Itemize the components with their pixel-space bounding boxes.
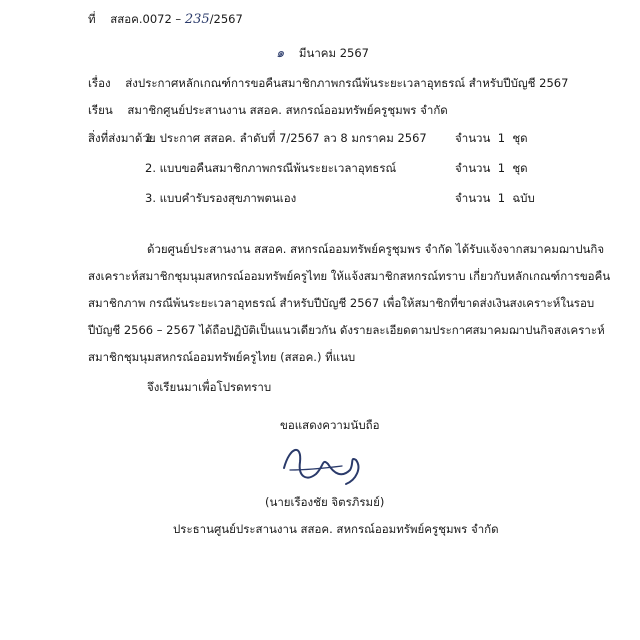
body-line-2: สงเคราะห์สมาชิกชุมนุมสหกรณ์ออมทรัพย์ครูไทย ให้แจ้งสมาชิกสหกรณ์ทราบ เกี่ยวกับหลักเกณฑ์การขอคืน [88, 269, 611, 283]
reference-number-handwritten: 235 [184, 12, 210, 27]
attachment-qty-1: จำนวน 1 ชุด [455, 131, 528, 145]
subject-text: ส่งประกาศหลักเกณฑ์การขอคืนสมาชิกภาพกรณีพ้นระยะเวลาอุทธรณ์ สำหรับปีบัญชี 2567 [125, 76, 569, 90]
recipient-line [88, 103, 448, 117]
reference-prefix: ที่ [88, 12, 96, 26]
recipient-label: เรียน [88, 103, 113, 117]
body-line-4: ปีบัญชี 2566 – 2567 ได้ถือปฏิบัติเป็นแนวเดียวกัน ดังรายละเอียดตามประกาศสมาคมฌาปนกิจสงเคราะห์ [88, 323, 605, 337]
closing-salutation: ขอแสดงความนับถือ [280, 418, 380, 432]
subject-line [88, 76, 568, 90]
recipient-text: สมาชิกศูนย์ประสานงาน สสอค. สหกรณ์ออมทรัพย์ครูชุมพร จำกัด [127, 103, 448, 117]
signatory-position: ประธานศูนย์ประสานงาน สสอค. สหกรณ์ออมทรัพย์ครูชุมพร จำกัด [173, 522, 499, 536]
reference-year: /2567 [209, 12, 243, 26]
handwritten-signature [276, 440, 386, 490]
date-line [276, 46, 369, 61]
body-line-5: สมาชิกชุมนุมสหกรณ์ออมทรัพย์ครูไทย (สสอค.) ที่แนบ [88, 350, 356, 364]
attachment-qty-3: จำนวน 1 ฉบับ [455, 191, 535, 205]
attachments-label: สิ่งที่ส่งมาด้วย [88, 131, 156, 145]
attachment-item-3: 3. แบบคำรับรองสุขภาพตนเอง [145, 191, 297, 205]
subject-label: เรื่อง [88, 76, 111, 90]
body-line-3: สมาชิกภาพ กรณีพ้นระยะเวลาอุทธรณ์ สำหรับปีบัญชี 2567 เพื่อให้สมาชิกที่ขาดส่งเงินสงเคราะห์ในรอบ [88, 296, 595, 310]
attachment-item-1: 1. ประกาศ สสอค. ลำดับที่ 7/2567 ลว 8 มกราคม 2567 [145, 131, 427, 145]
signatory-name: (นายเรืองชัย จิตรภิรมย์) [265, 495, 385, 509]
attachment-item-2: 2. แบบขอคืนสมาชิกภาพกรณีพ้นระยะเวลาอุทธรณ์ [145, 161, 397, 175]
reference-line [88, 12, 243, 27]
attachment-qty-2: จำนวน 1 ชุด [455, 161, 528, 175]
reference-code: สสอค.0072 – [110, 12, 182, 26]
body-line-1: ด้วยศูนย์ประสานงาน สสอค. สหกรณ์ออมทรัพย์ครูชุมพร จำกัด ได้รับแจ้งจากสมาคมฌาปนกิจ [147, 242, 605, 256]
date-day-handwritten: ๑ [276, 46, 285, 61]
closing-request: จึงเรียนมาเพื่อโปรดทราบ [147, 380, 272, 394]
date-month-year: มีนาคม 2567 [298, 46, 369, 60]
